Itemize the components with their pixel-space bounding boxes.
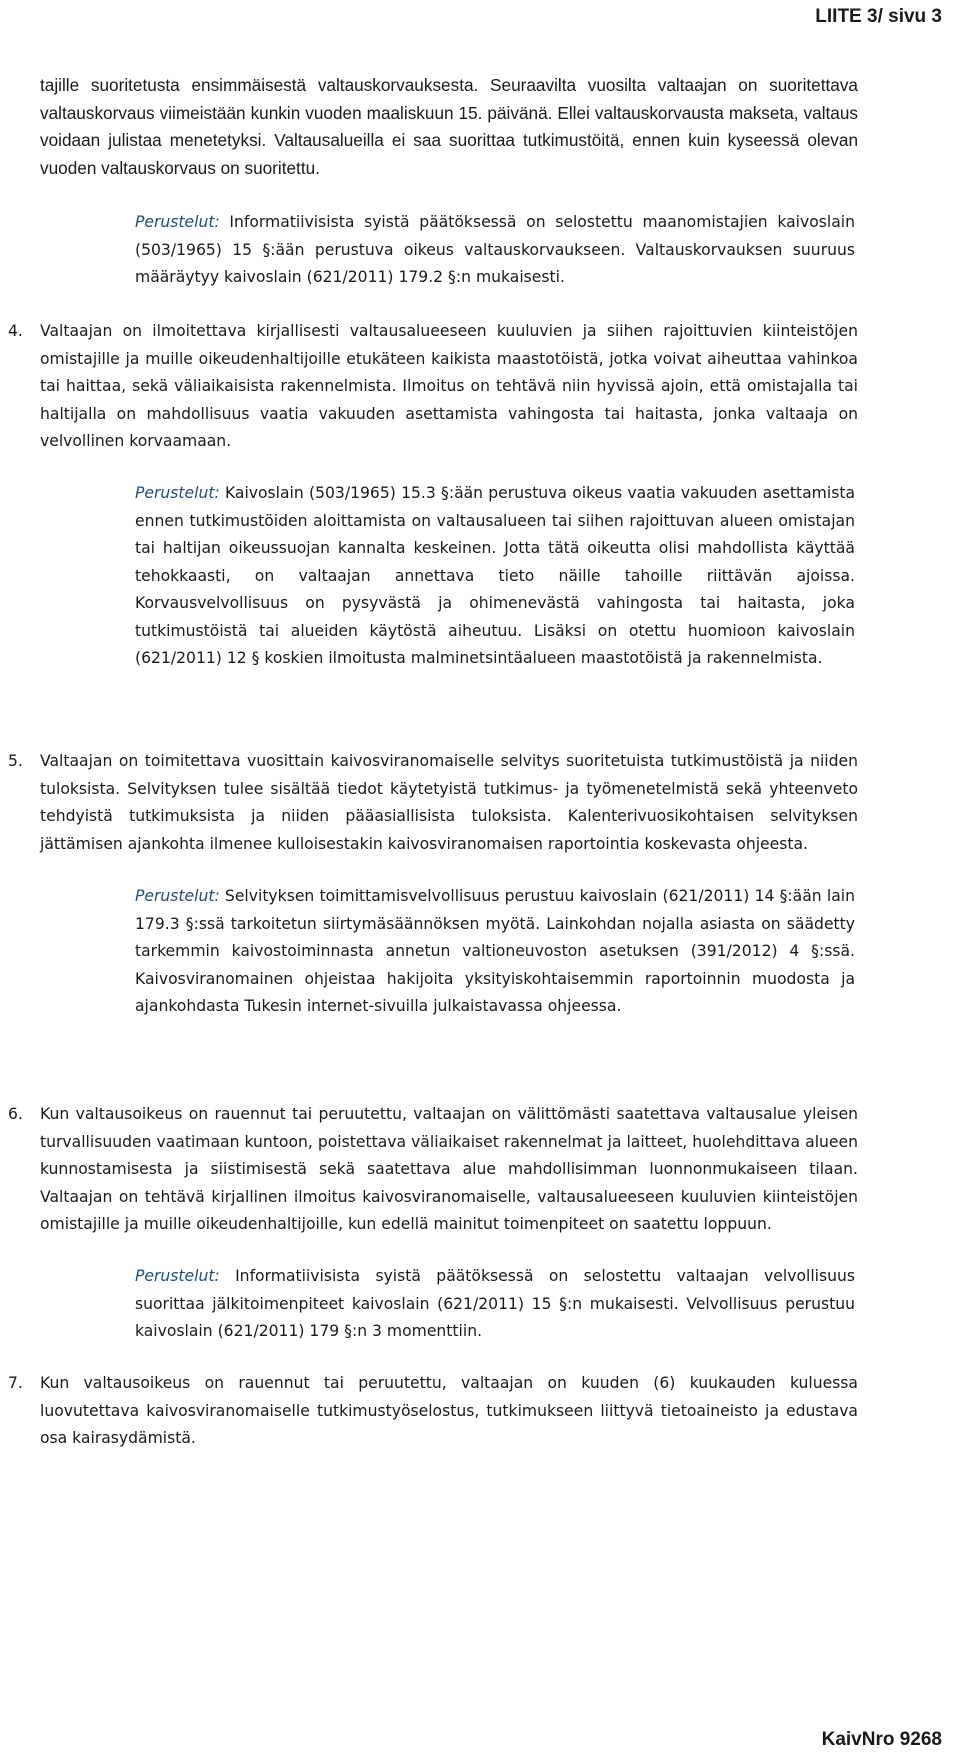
rationale-label: Perustelut: — [135, 887, 220, 905]
rationale-label: Perustelut: — [135, 213, 220, 231]
rationale-paragraph — [135, 883, 855, 1021]
condition-text: Valtaajan on toimitettava vuosittain kaivosviranomaiselle selvitys suoritetuista tutkimustöistä ja niiden tuloksista. Selvityksen tulee sisältää tiedot käytetyistä tutkimus- ja työmenetelmistä sekä yhteenveto tehdyistä tutkimuksista ja niiden pääasiallisista tuloksista. Kalenterivuosikohtaisen selvityksen jättämisen ajankohta ilmenee kulloisestakin kaivosviranomaisen raportointia koskevasta ohjeesta. — [40, 752, 858, 853]
rationale-paragraph — [135, 209, 855, 292]
condition-text: Kun valtausoikeus on rauennut tai peruutettu, valtaajan on välittömästi saatettava valtausalue yleisen turvallisuuden vaatimaan kuntoon, poistettava väliaikaiset rakennelmat ja laitteet, huolehdittava alueen kunnostamisesta ja siistimisestä sekä saatettava alue mahdollisimman luonnonmukaiseen tilaan. Valtaajan on tehtävä kirjallinen ilmoitus kaivosviranomaiselle, valtausalueeseen kuuluvien kiinteistöjen omistajille ja muille oikeudenhaltijoille, kun edellä mainitut toimenpiteet on saatettu loppuun. — [40, 1105, 858, 1233]
page-footer-reference: KaivNro 9268 — [821, 1729, 942, 1750]
condition-number: 6. — [8, 1105, 23, 1123]
numbered-condition-7 — [8, 1370, 858, 1453]
numbered-condition-4 — [8, 318, 858, 456]
condition-number: 7. — [8, 1374, 23, 1392]
rationale-text: Informatiivisista syistä päätöksessä on selostettu valtaajan velvollisuus suorittaa jälkitoimenpiteet kaivoslain (621/2011) 15 §:n mukaisesti. Velvollisuus perustuu kaivoslain (621/2011) 179 §:n 3 momenttiin. — [135, 1267, 855, 1340]
condition-text: Kun valtausoikeus on rauennut tai peruutettu, valtaajan on kuuden (6) kuukauden kuluessa luovutettava kaivosviranomaiselle tutkimustyöselostus, tutkimukseen liittyvä tietoaineisto ja edustava osa kairasydämistä. — [40, 1374, 858, 1447]
rationale-label: Perustelut: — [135, 1267, 220, 1285]
condition-number: 5. — [8, 752, 23, 770]
rationale-paragraph — [135, 1263, 855, 1346]
page-header-reference: LIITE 3/ sivu 3 — [815, 6, 942, 27]
rationale-text: Selvityksen toimittamisvelvollisuus perustuu kaivoslain (621/2011) 14 §:ään lain 179.3 §:ssä tarkoitetun siirtymäsäännöksen myötä. Lainkohdan nojalla asiasta on säädetty tarkemmin kaivostoiminnasta annetun valtioneuvoston asetuksen (391/2012) 4 §:ssä. Kaivosviranomainen ohjeistaa hakijoita yksityiskohtaisemmin raportoinnin muodosta ja ajankohdasta Tukesin internet-sivuilla julkaistavassa ohjeessa. — [135, 887, 855, 1015]
condition-number: 4. — [8, 322, 23, 340]
intro-paragraph: tajille suoritetusta ensimmäisestä valtauskorvauksesta. Seuraavilta vuosilta valtaajan on suoritettava valtauskorvaus viimeistään kunkin vuoden maaliskuun 15. päivänä. Ellei valtauskorvausta makseta, valtaus voidaan julistaa menetetyksi. Valtausalueilla ei saa suorittaa tutkimustöitä, ennen kuin kyseessä olevan vuoden valtauskorvaus on suoritettu. — [40, 75, 858, 178]
rationale-text: Informatiivisista syistä päätöksessä on selostettu maanomistajien kaivoslain (503/1965) 15 §:ään perustuva oikeus valtauskorvaukseen. Valtauskorvauksen suuruus määräytyy kaivoslain (621/2011) 179.2 §:n mukaisesti. — [135, 213, 855, 286]
condition-text: Valtaajan on ilmoitettava kirjallisesti valtausalueeseen kuuluvien ja siihen rajoittuvien kiinteistöjen omistajille ja muille oikeudenhaltijoille etukäteen kaikista maastotöistä, jotka voivat aiheuttaa vahinkoa tai haittaa, sekä väliaikaisista rakennelmista. Ilmoitus on tehtävä niin hyvissä ajoin, että omistajalla tai haltijalla on mahdollisuus vaatia vakuuden asettamista vahingosta tai haitasta, jonka valtaaja on velvollinen korvaamaan. — [40, 322, 858, 450]
numbered-condition-6 — [8, 1101, 858, 1239]
numbered-condition-5 — [8, 748, 858, 858]
rationale-label: Perustelut: — [135, 484, 220, 502]
rationale-paragraph — [135, 480, 855, 673]
rationale-text: Kaivoslain (503/1965) 15.3 §:ään perustuva oikeus vaatia vakuuden asettamista ennen tutkimustöiden aloittamista on valtausalueen tai siihen rajoittuvan alueen omistajan tai haltijan oikeussuojan kannalta keskeinen. Jotta tätä oikeutta olisi mahdollista käyttää tehokkaasti, on valtaajan annettava tieto näille tahoille riittävän ajoissa. Korvausvelvollisuus on pysyvästä ja ohimenevästä vahingosta tai haitasta, joka tutkimustöistä tai alueiden käytöstä aiheutuu. Lisäksi on otettu huomioon kaivoslain (621/2011) 12 § koskien ilmoitusta malminetsintäalueen maastotöistä ja rakennelmista. — [135, 484, 855, 667]
